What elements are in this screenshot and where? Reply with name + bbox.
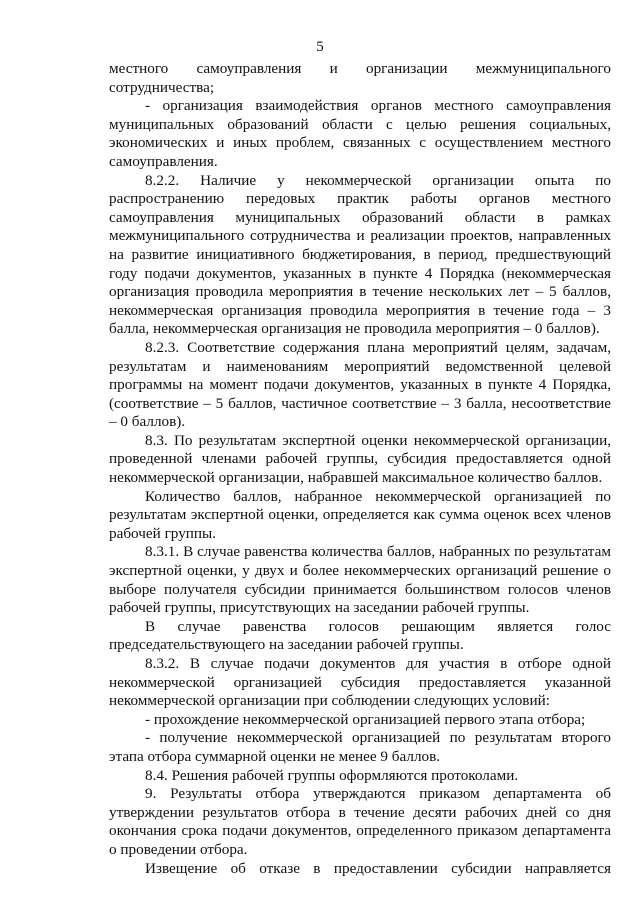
paragraph: - прохождение некоммерческой организацией первого этапа отбора; [145, 710, 586, 728]
paragraph: 8.3.1. В случае равенства количества баллов, набранных по результатам экспертной оценки, у двух и более некоммерческих организаций решение о выборе получателя субсидии принимается большинством голосов членов рабочей группы, присутствующих на заседании рабочей группы. [109, 543, 611, 617]
page-number: 5 [316, 39, 324, 55]
paragraph: 8.3.2. В случае подачи документов для участия в отборе одной некоммерческой организацией субсидия предоставляется указанной некоммерческой организации при соблюдении следующих условий: [109, 655, 611, 710]
paragraph: 9. Результаты отбора утверждаются приказом департамента об утверждении результатов отбора в течение десяти рабочих дней со дня окончания срока подачи документов, определенного приказом департамента о проведении отбора. [109, 785, 611, 858]
paragraph: В случае равенства голосов решающим является голос председательствующего на заседании рабочей группы. [109, 617, 611, 654]
paragraph: 8.2.3. Соответствие содержания плана мероприятий целям, задачам, результатам и наименованиям мероприятий ведомственной целевой программы на момент подачи документов, указанных в пункте 4 Порядка, (соответствие – 5 баллов, частичное соответствие – 3 балла, несоответствие – 0 баллов). [109, 338, 611, 431]
paragraph: Количество баллов, набранное некоммерческой организацией по результатам экспертной оценки, определяется как сумма оценок всех членов рабочей группы. [109, 487, 611, 542]
paragraph: 8.3. По результатам экспертной оценки некоммерческой организации, проведенной членами рабочей группы, субсидия предоставляется одной некоммерческой организации, набравшей максимальное количество баллов. [109, 431, 611, 487]
paragraph: местного самоуправления и организации межмуниципального сотрудничества; [109, 60, 611, 96]
paragraph: - организация взаимодействия органов местного самоуправления муниципальных образований области с целью решения социальных, экономических и иных проблем, связанных с осуществлением местного самоуправления. [109, 97, 611, 170]
paragraph: Извещение об отказе в предоставлении субсидии направляется [145, 859, 611, 877]
document-body [109, 60, 611, 878]
paragraph: 8.4. Решения рабочей группы оформляются протоколами. [145, 766, 519, 784]
paragraph: 8.2.2. Наличие у некоммерческой организации опыта по распространению передовых практик работы органов местного самоуправления муниципальных образований области в рамках межмуниципального сотрудничества и реализации проектов, направленных на развитие инициативного бюджетирования, в период, предшествующий году подачи документов, указанных в пункте 4 Порядка (некоммерческая организация проводила мероприятия в течение нескольких лет – 5 баллов, некоммерческая организация проводила мероприятия в течение года – 3 балла, некоммерческая организация не проводила мероприятия – 0 баллов). [109, 171, 611, 338]
paragraph: - получение некоммерческой организацией по результатам второго этапа отбора суммарной оценки не менее 9 баллов. [109, 729, 611, 765]
